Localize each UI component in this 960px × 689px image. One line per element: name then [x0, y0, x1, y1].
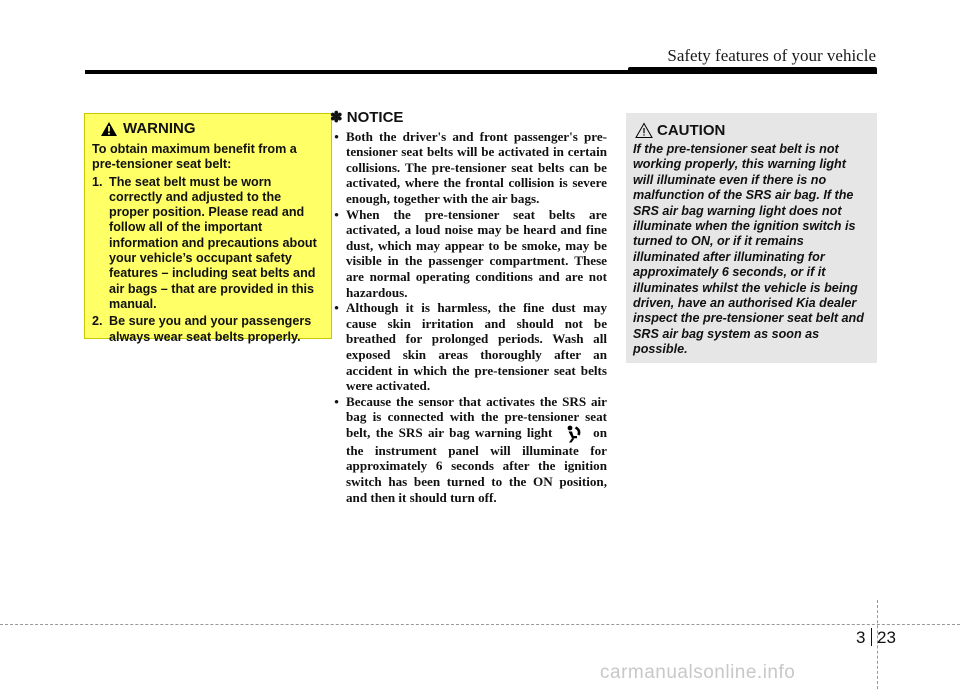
page-number: 23	[877, 628, 896, 647]
warning-intro: To obtain maximum benefit from a pre-tensioner seat belt:	[92, 142, 297, 172]
notice-bullet-text-before-icon: Because the sensor that activates the SRS air bag is connected with the pre-tensioner seat belt, the SRS air bag warning light	[346, 393, 607, 440]
airbag-warning-icon	[564, 425, 582, 443]
caution-title: CAUTION	[657, 121, 726, 139]
caution-box	[626, 113, 877, 363]
notice-bullet	[327, 300, 607, 394]
footer-dashed-rule	[0, 624, 960, 625]
caution-triangle-icon	[635, 122, 653, 139]
header-rule	[85, 70, 877, 74]
caution-text: If the pre-tensioner seat belt is not working properly, this warning light will illuminate even if there is no malfunction of the SRS air bag. If the SRS air bag warning light does not illuminate when the ignition switch is turned to ON, or if it remains illuminated after illuminating for approximately 6 seconds, or if it illuminates whilst the vehicle is being driven, have an authorised Kia dealer inspect the pre-tensioner seat belt and SRS air bag system as soon as possible.	[633, 142, 864, 357]
notice-bullet	[327, 207, 607, 301]
page-number-divider	[871, 628, 872, 646]
watermark-text: carmanualsonline.info	[600, 662, 796, 683]
warning-item-text: Be sure you and your passengers always wear seat belts properly.	[109, 314, 312, 344]
bullet-dot: •	[334, 128, 339, 144]
notice-bullet-text: Although it is harmless, the fine dust may cause skin irritation and should not be breathed for prolonged periods. Wash all exposed skin areas thoroughly after an accident in which the pre-tensioner seat belts were activated.	[346, 300, 607, 394]
warning-box	[84, 113, 332, 344]
section-number: 3	[856, 628, 866, 647]
warning-item	[92, 175, 323, 313]
notice-bullet-text	[346, 394, 607, 506]
notice-title: ✽ NOTICE	[330, 109, 404, 126]
notice-bullet-text: When the pre-tensioner seat belts are activated, a loud noise may be heard and fine dust, which may appear to be smoke, may be visible in the passenger compartment. These are normal operating conditions and are not hazardous.	[346, 206, 607, 300]
notice-bullet	[327, 394, 607, 506]
warning-heading	[100, 121, 323, 137]
warning-triangle-icon	[100, 121, 118, 137]
notice-bullet	[327, 129, 607, 207]
bullet-dot: •	[334, 300, 339, 316]
notice-section	[327, 110, 607, 505]
warning-item-number: 2.	[92, 314, 103, 329]
notice-bullet-text: Both the driver's and front passenger's pre-tensioner seat belts will be activated in certain collisions. The pre-tensioner seat belts can be activated, where the frontal collision is severe enough, together with the air bags.	[346, 128, 607, 206]
notice-bullet-text-after-icon: on the instrument panel will illuminate for approximately 6 seconds after the ignition switch has been turned to the ON position, and then it should turn off.	[346, 424, 607, 505]
bullet-dot: •	[334, 206, 339, 222]
caution-heading	[635, 122, 869, 139]
page-header-title: Safety features of your vehicle	[667, 46, 876, 65]
warning-title: WARNING	[123, 120, 196, 138]
warning-item-text: The seat belt must be worn correctly and adjusted to the proper position. Please read and follow all of the important information and precautions about your vehicle’s occupant safety features – including seat belts and air bags – that are provided in this manual.	[109, 174, 317, 311]
bullet-dot: •	[334, 393, 339, 409]
warning-item-number: 1.	[92, 174, 103, 189]
warning-item	[92, 314, 323, 345]
